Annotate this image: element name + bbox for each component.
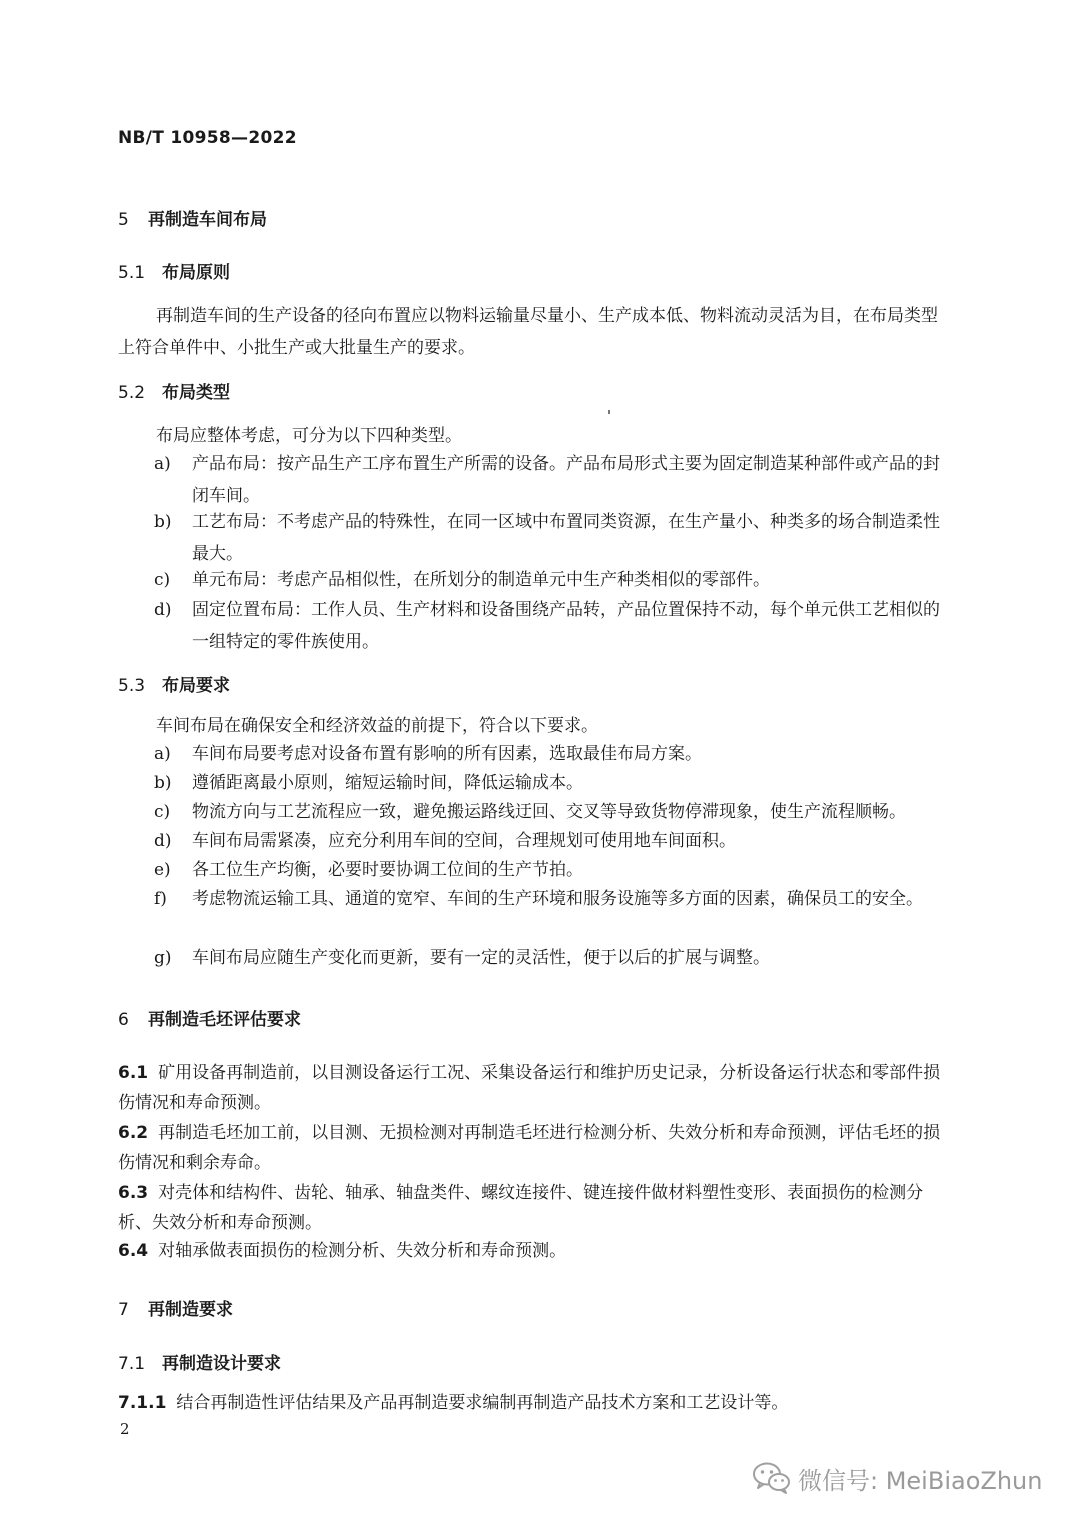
- section-5-2-intro: 布局应整体考虑，可分为以下四种类型。: [156, 426, 462, 446]
- list-text: 车间布局应随生产变化而更新，要有一定的灵活性，便于以后的扩展与调整。: [192, 948, 770, 968]
- list-item: [154, 825, 954, 857]
- section-5-3-intro: 车间布局在确保安全和经济效益的前提下，符合以下要求。: [156, 716, 598, 736]
- section-5-heading: [118, 208, 267, 232]
- list-text: 单元布局：考虑产品相似性，在所划分的制造单元中生产种类相似的零部件。: [192, 570, 770, 590]
- list-item: [154, 942, 954, 974]
- list-item: [154, 854, 954, 886]
- list-item: [154, 564, 954, 596]
- list-item: [154, 883, 954, 915]
- page-number: 2: [120, 1420, 130, 1438]
- list-label: b): [154, 512, 172, 532]
- section-title: 布局原则: [162, 263, 230, 283]
- list-label: f): [154, 889, 167, 909]
- section-5-3-heading: [118, 674, 230, 698]
- list-text: 车间布局要考虑对设备布置有影响的所有因素，选取最佳布局方案。: [192, 744, 702, 764]
- clause-number: 6.2: [118, 1123, 149, 1143]
- clause-6-2: [118, 1118, 954, 1178]
- list-item: [154, 796, 954, 828]
- list-text: 考虑物流运输工具、通道的宽窄、车间的生产环境和服务设施等多方面的因素，确保员工的安全。: [192, 889, 923, 909]
- list-label: c): [154, 802, 171, 822]
- clause-text: 对壳体和结构件、齿轮、轴承、轴盘类件、螺纹连接件、键连接件做材料塑性变形、表面损伤的检测分析、失效分析和寿命预测。: [118, 1183, 924, 1233]
- list-text: 产品布局：按产品生产工序布置生产所需的设备。产品布局形式主要为固定制造某种部件或产品的封闭车间。: [192, 454, 940, 506]
- section-title: 布局类型: [162, 383, 230, 403]
- section-5-1-paragraph: 再制造车间的生产设备的径向布置应以物料运输量尽量小、生产成本低、物料流动灵活为目，在布局类型上符合单件中、小批生产或大批量生产的要求。: [118, 306, 938, 358]
- section-6-heading: [118, 1008, 301, 1032]
- section-5-1-heading: [118, 261, 230, 285]
- wechat-icon: [752, 1461, 792, 1495]
- clause-number: 6.3: [118, 1183, 149, 1203]
- list-label: a): [154, 744, 171, 764]
- clause-number: 6.4: [118, 1241, 149, 1261]
- list-label: a): [154, 454, 171, 474]
- watermark-text: 微信号: MeiBiaoZhun: [798, 1466, 1043, 1495]
- section-number: 6: [118, 1010, 129, 1030]
- section-number: 7: [118, 1300, 129, 1320]
- list-label: g): [154, 948, 172, 968]
- standard-code: NB/T 10958—2022: [118, 128, 297, 148]
- section-title: 布局要求: [162, 676, 230, 696]
- clause-number: 7.1.1: [118, 1393, 167, 1413]
- section-title: 再制造车间布局: [148, 210, 267, 230]
- clause-6-4: [118, 1236, 954, 1266]
- section-number: 5.2: [118, 383, 146, 403]
- clause-number: 6.1: [118, 1063, 149, 1083]
- list-item: [154, 506, 954, 570]
- list-text: 遵循距离最小原则，缩短运输时间，降低运输成本。: [192, 773, 583, 793]
- section-title: 再制造设计要求: [162, 1354, 281, 1374]
- clause-text: 对轴承做表面损伤的检测分析、失效分析和寿命预测。: [158, 1241, 567, 1261]
- section-number: 7.1: [118, 1354, 146, 1374]
- list-item: [154, 767, 954, 799]
- list-label: e): [154, 860, 171, 880]
- clause-text: 矿用设备再制造前，以目测设备运行工况、采集设备运行和维护历史记录，分析设备运行状态和零部件损伤情况和寿命预测。: [118, 1063, 941, 1113]
- clause-6-1: [118, 1058, 954, 1118]
- section-5-2-heading: [118, 381, 230, 405]
- list-text: 固定位置布局：工作人员、生产材料和设备围绕产品转，产品位置保持不动，每个单元供工艺相似的一组特定的零件族使用。: [192, 600, 940, 652]
- list-text: 物流方向与工艺流程应一致，避免搬运路线迂回、交叉等导致货物停滞现象，使生产流程顺畅。: [192, 802, 906, 822]
- list-item: [154, 738, 954, 770]
- list-label: d): [154, 831, 172, 851]
- section-title: 再制造毛坯评估要求: [148, 1010, 301, 1030]
- list-label: b): [154, 773, 172, 793]
- list-text: 工艺布局：不考虑产品的特殊性，在同一区域中布置同类资源，在生产量小、种类多的场合制造柔性最大。: [192, 512, 940, 564]
- clause-text: 结合再制造性评估结果及产品再制造要求编制再制造产品技术方案和工艺设计等。: [176, 1393, 789, 1413]
- section-7-heading: [118, 1298, 233, 1322]
- section-number: 5.3: [118, 676, 146, 696]
- clause-text: 再制造毛坯加工前，以目测、无损检测对再制造毛坯进行检测分析、失效分析和寿命预测，评估毛坯的损伤情况和剩余寿命。: [118, 1123, 941, 1173]
- clause-6-3: [118, 1178, 954, 1238]
- scan-speck: [608, 410, 610, 414]
- section-number: 5: [118, 210, 129, 230]
- section-title: 再制造要求: [148, 1300, 233, 1320]
- clause-7-1-1: [118, 1388, 954, 1418]
- list-item: [154, 594, 954, 658]
- list-text: 车间布局需紧凑，应充分利用车间的空间，合理规划可使用地车间面积。: [192, 831, 736, 851]
- list-text: 各工位生产均衡，必要时要协调工位间的生产节拍。: [192, 860, 583, 880]
- list-label: c): [154, 570, 171, 590]
- section-number: 5.1: [118, 263, 146, 283]
- list-label: d): [154, 600, 172, 620]
- watermark: [752, 1458, 1042, 1498]
- list-item: [154, 448, 954, 512]
- section-7-1-heading: [118, 1352, 281, 1376]
